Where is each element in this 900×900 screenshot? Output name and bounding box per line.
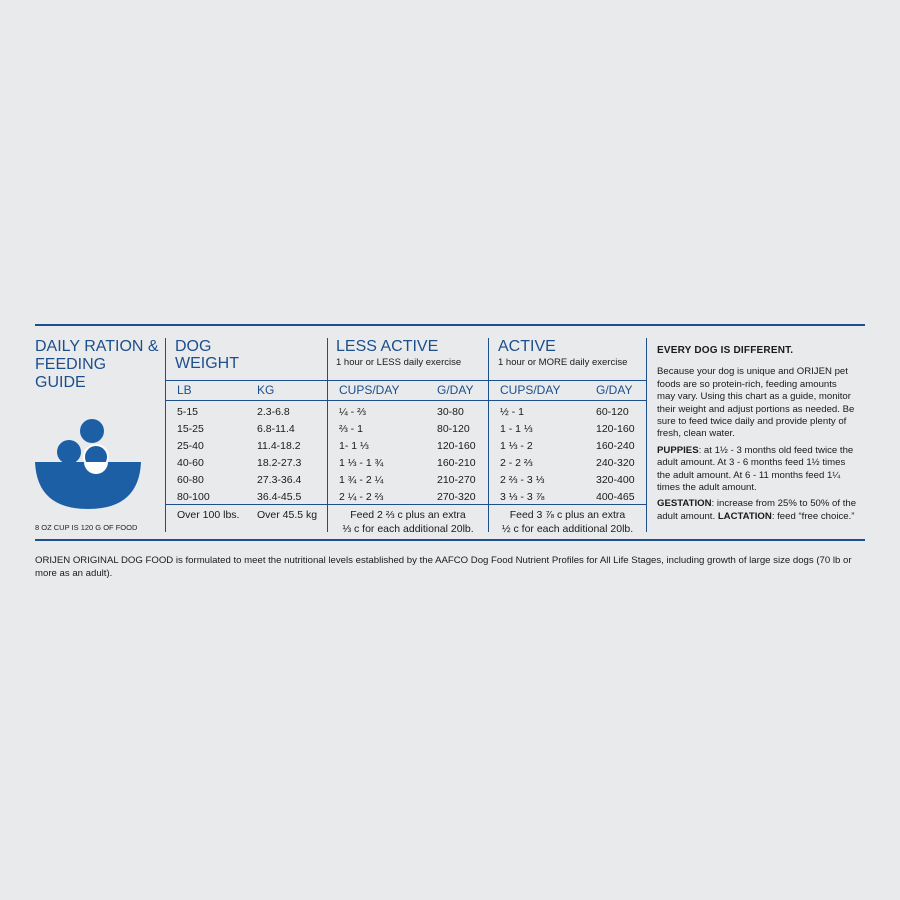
active-gday-header: G/DAY	[596, 383, 633, 397]
puppies-note: PUPPIES: at 1½ - 3 months old feed twice the adult amount. At 3 - 6 months feed 1½ times the adult amount. At 6 - 11 months feed 1¼ times the adult amount.	[657, 444, 854, 494]
less-active-extra-note: Feed 2 ⅔ c plus an extra ⅓ c for each additional 20lb.	[342, 509, 474, 535]
active-subtitle: 1 hour or MORE daily exercise	[498, 357, 628, 368]
less-active-subtitle: 1 hour or LESS daily exercise	[336, 357, 462, 368]
kg-header: KG	[257, 383, 275, 397]
info-panel	[657, 345, 857, 527]
dog-weight-header: DOG WEIGHT	[175, 338, 239, 372]
info-paragraph: Because your dog is unique and ORIJEN pet foods are so protein-rich, feeding amounts may vary. Using this chart as a guide, monitor their weight and adjust portions as needed. Be sure to feed twice daily and provide plenty of fresh, clean water.	[657, 366, 855, 440]
divider	[165, 400, 646, 401]
over-lb: Over 100 lbs.	[177, 509, 240, 521]
less-active-header: LESS ACTIVE	[336, 338, 439, 355]
table-row: 60-80 27.3-36.4 1 ¾ - 2 ¼ 210-270 2 ⅔ - 3 ⅓ 320-400	[177, 474, 635, 486]
active-header: ACTIVE	[498, 338, 556, 355]
feeding-guide	[35, 324, 865, 541]
table-row: 40-60 18.2-27.3 1 ⅓ - 1 ¾ 160-210 2 - 2 ⅔ 240-320	[177, 457, 635, 469]
less-active-gday-header: G/DAY	[437, 383, 474, 397]
lb-header: LB	[177, 383, 192, 397]
guide-title: DAILY RATION & FEEDING GUIDE	[35, 338, 159, 391]
table-row: 5-15 2.3-6.8 ¼ - ⅔ 30-80 ½ - 1 60-120	[177, 406, 629, 418]
aafco-statement: ORIJEN ORIGINAL DOG FOOD is formulated to meet the nutritional levels established by the AAFCO Dog Food Nutrient Profiles for All Life Stages, including growth of large size dogs (70 lb or more as an adult).	[35, 555, 852, 579]
active-cups-header: CUPS/DAY	[500, 383, 561, 397]
divider	[165, 380, 646, 381]
gestation-note: GESTATION: increase from 25% to 50% of the adult amount. LACTATION: feed “free choice.”	[657, 498, 857, 522]
active-extra-note: Feed 3 ⅞ c plus an extra ½ c for each additional 20lb.	[501, 509, 634, 535]
table-row: 25-40 11.4-18.2 1- 1 ⅓ 120-160 1 ⅓ - 2 160-240	[177, 440, 635, 452]
divider	[646, 338, 647, 532]
cup-note: 8 OZ CUP IS 120 G OF FOOD	[35, 523, 138, 532]
info-title: EVERY DOG IS DIFFERENT.	[657, 345, 794, 356]
less-active-cups-header: CUPS/DAY	[339, 383, 400, 397]
table-row: 80-100 36.4-45.5 2 ¼ - 2 ⅔ 270-320 3 ⅓ - 3 ⅞ 400-465	[177, 491, 635, 503]
over-kg: Over 45.5 kg	[257, 509, 318, 521]
table-row: 15-25 6.8-11.4 ⅔ - 1 80-120 1 - 1 ⅓ 120-160	[177, 423, 635, 435]
